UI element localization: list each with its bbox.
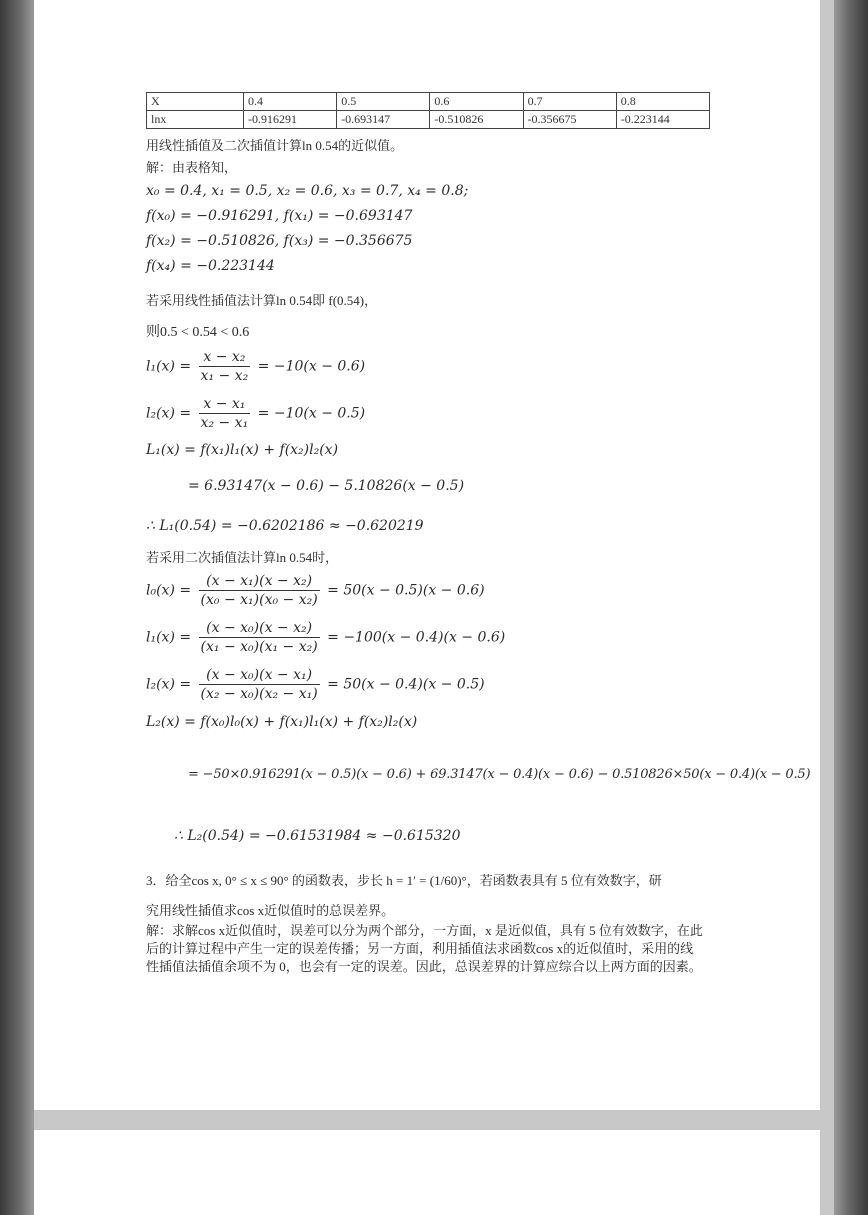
- f-values-0-1: f(x₀) = −0.916291, f(x₁) = −0.693147: [146, 208, 413, 224]
- fraction-denominator: (x₀ − x₁)(x₀ − x₂): [200, 592, 318, 608]
- document-page-2: [34, 1130, 820, 1215]
- quadratic-result: ∴ L₂(0.54) = −0.61531984 ≈ −0.615320: [174, 828, 461, 844]
- f-value-4: f(x₄) = −0.223144: [146, 258, 275, 274]
- equation-lhs: l₁(x) =: [146, 629, 192, 646]
- problem-3-line-2: 究用线性插值求cos x近似值时的总误差界。: [146, 903, 395, 918]
- table-cell: lnx: [147, 111, 244, 129]
- fraction: [199, 572, 320, 609]
- linear-l2-equation: [146, 395, 365, 432]
- table-cell: -0.693147: [337, 111, 430, 129]
- linear-intro: 若采用线性插值法计算ln 0.54即 f(0.54)，: [146, 293, 378, 308]
- fraction-numerator: x − x₂: [199, 348, 251, 367]
- table-cell: 0.5: [337, 93, 430, 111]
- equation-lhs: l₂(x) =: [146, 676, 192, 693]
- linear-L1-definition: L₁(x) = f(x₁)l₁(x) + f(x₂)l₂(x): [146, 442, 339, 458]
- fraction: [199, 666, 320, 703]
- quadratic-intro: 若采用二次插值法计算ln 0.54时，: [146, 550, 339, 565]
- linear-L1-expansion: = 6.93147(x − 0.6) − 5.10826(x − 0.5): [188, 478, 465, 494]
- linear-l1-equation: [146, 348, 365, 385]
- linear-result: ∴ L₁(0.54) = −0.6202186 ≈ −0.620219: [146, 518, 424, 534]
- table-cell: 0.6: [430, 93, 523, 111]
- table-cell: 0.4: [244, 93, 337, 111]
- quadratic-l2-equation: [146, 666, 485, 703]
- table-cell: 0.8: [616, 93, 709, 111]
- quadratic-l0-equation: [146, 572, 485, 609]
- equation-rhs: = 50(x − 0.5)(x − 0.6): [327, 582, 485, 599]
- fraction: [199, 395, 251, 432]
- table-cell: -0.916291: [244, 111, 337, 129]
- fraction-denominator: (x₁ − x₀)(x₁ − x₂): [200, 639, 318, 655]
- equation-lhs: l₁(x) =: [146, 358, 192, 375]
- quadratic-l1-equation: [146, 619, 505, 656]
- table-row: [147, 111, 710, 129]
- problem-3-line-1: 3．给全cos x, 0° ≤ x ≤ 90° 的函数表，步长 h = 1′ = (1/60)°，若函数表具有 5 位有效数字，研: [146, 873, 662, 888]
- x-values: x₀ = 0.4, x₁ = 0.5, x₂ = 0.6, x₃ = 0.7, x₄ = 0.8;: [146, 183, 469, 199]
- lnx-value-table: [146, 92, 710, 129]
- quadratic-L2-definition: L₂(x) = f(x₀)l₀(x) + f(x₁)l₁(x) + f(x₂)l₂(x): [146, 714, 418, 730]
- problem-3-solution: 解：求解cos x近似值时，误差可以分为两个部分，一方面，x 是近似值，具有 5 位有效数字，在此后的计算过程中产生一定的误差传播；另一方面，利用插值法求函数cos x的近似值时，采用的线性插值法插值余项不为 0，也会有一定的误差。因此，总误差界的计算应综合以上两方面的因素。: [146, 923, 703, 974]
- table-cell: -0.223144: [616, 111, 709, 129]
- table-cell: X: [147, 93, 244, 111]
- fraction-denominator: (x₂ − x₀)(x₂ − x₁): [200, 686, 318, 702]
- f-values-2-3: f(x₂) = −0.510826, f(x₃) = −0.356675: [146, 233, 413, 249]
- equation-rhs: = 50(x − 0.4)(x − 0.5): [327, 676, 485, 693]
- table-cell: -0.356675: [523, 111, 616, 129]
- solution-intro: 解：由表格知，: [146, 160, 238, 175]
- fraction-numerator: (x − x₁)(x − x₂): [199, 572, 320, 591]
- fraction: [199, 619, 320, 656]
- fraction-denominator: x₂ − x₁: [200, 415, 249, 431]
- equation-rhs: = −10(x − 0.6): [257, 358, 366, 375]
- fraction-numerator: x − x₁: [199, 395, 251, 414]
- equation-lhs: l₂(x) =: [146, 405, 192, 422]
- problem-statement: 用线性插值及二次插值计算ln 0.54的近似值。: [146, 138, 404, 153]
- fraction-denominator: x₁ − x₂: [200, 368, 249, 384]
- table-cell: -0.510826: [430, 111, 523, 129]
- document-page-1: [34, 0, 820, 1110]
- table-cell: 0.7: [523, 93, 616, 111]
- linear-range: 则0.5 < 0.54 < 0.6: [146, 325, 250, 340]
- fraction: [199, 348, 251, 385]
- table-header-row: [147, 93, 710, 111]
- fraction-numerator: (x − x₀)(x − x₁): [199, 666, 320, 685]
- equation-rhs: = −100(x − 0.4)(x − 0.6): [327, 629, 506, 646]
- fraction-numerator: (x − x₀)(x − x₂): [199, 619, 320, 638]
- equation-rhs: = −10(x − 0.5): [257, 405, 366, 422]
- equation-lhs: l₀(x) =: [146, 582, 192, 599]
- quadratic-L2-expansion: = −50×0.916291(x − 0.5)(x − 0.6) + 69.3147(x − 0.4)(x − 0.6) − 0.510826×50(x − 0.4)(x − 0.5): [188, 767, 811, 782]
